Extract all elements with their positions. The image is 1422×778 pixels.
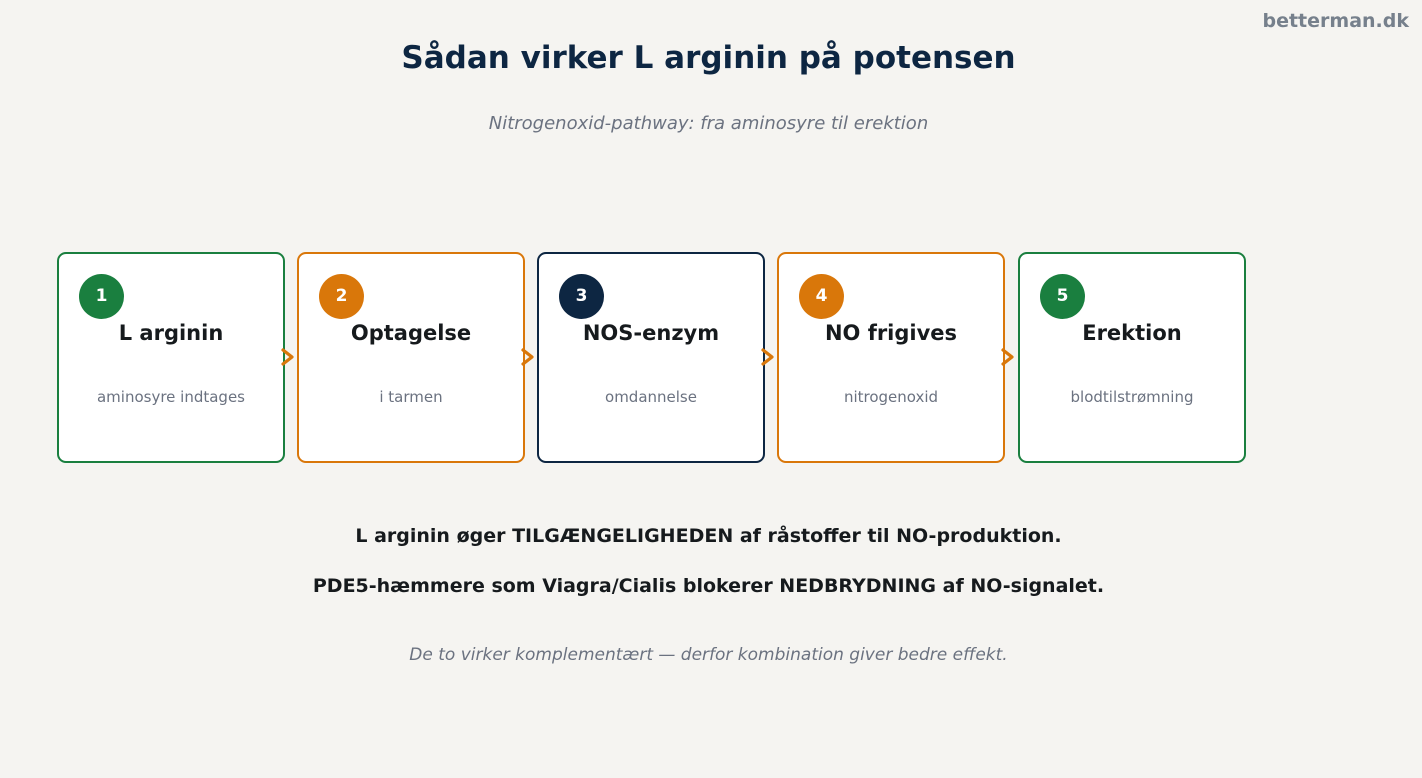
step-card-5 xyxy=(1018,252,1246,463)
step-badge-1: 1 xyxy=(79,274,124,319)
note-availability: L arginin øger TILGÆNGELIGHEDEN af råstoffer til NO-produktion. xyxy=(355,525,1062,547)
step-title-2: Optagelse xyxy=(350,321,472,345)
step-badge-2: 2 xyxy=(319,274,364,319)
step-card-4 xyxy=(777,252,1005,463)
step-badge-4: 4 xyxy=(799,274,844,319)
arrow-right-icon xyxy=(281,347,295,367)
step-badge-5: 5 xyxy=(1040,274,1085,319)
step-title-5: Erektion xyxy=(1082,321,1182,345)
step-title-1: L arginin xyxy=(118,321,224,345)
arrow-right-icon xyxy=(1001,347,1015,367)
step-card-2 xyxy=(297,252,525,463)
footnote: De to virker komplementært — derfor kombination giver bedre effekt. xyxy=(409,645,1008,665)
step-description-3: omdannelse xyxy=(605,388,697,406)
step-card-3 xyxy=(537,252,765,463)
arrow-right-icon xyxy=(521,347,535,367)
step-description-1: aminosyre indtages xyxy=(96,388,245,406)
step-description-2: i tarmen xyxy=(379,388,443,406)
watermark: betterman.dk xyxy=(1262,10,1409,32)
step-title-3: NOS-enzym xyxy=(582,321,720,345)
step-card-1 xyxy=(57,252,285,463)
step-description-5: blodtilstrømning xyxy=(1070,388,1194,406)
page-subtitle: Nitrogenoxid-pathway: fra aminosyre til erektion xyxy=(488,113,929,134)
note-pde5: PDE5-hæmmere som Viagra/Cialis blokerer NEDBRYDNING af NO-signalet. xyxy=(312,575,1105,597)
arrow-right-icon xyxy=(761,347,775,367)
step-description-4: nitrogenoxid xyxy=(843,388,939,406)
step-badge-3: 3 xyxy=(559,274,604,319)
page-title: Sådan virker L arginin på potensen xyxy=(401,40,1016,76)
step-title-4: NO frigives xyxy=(824,321,958,345)
